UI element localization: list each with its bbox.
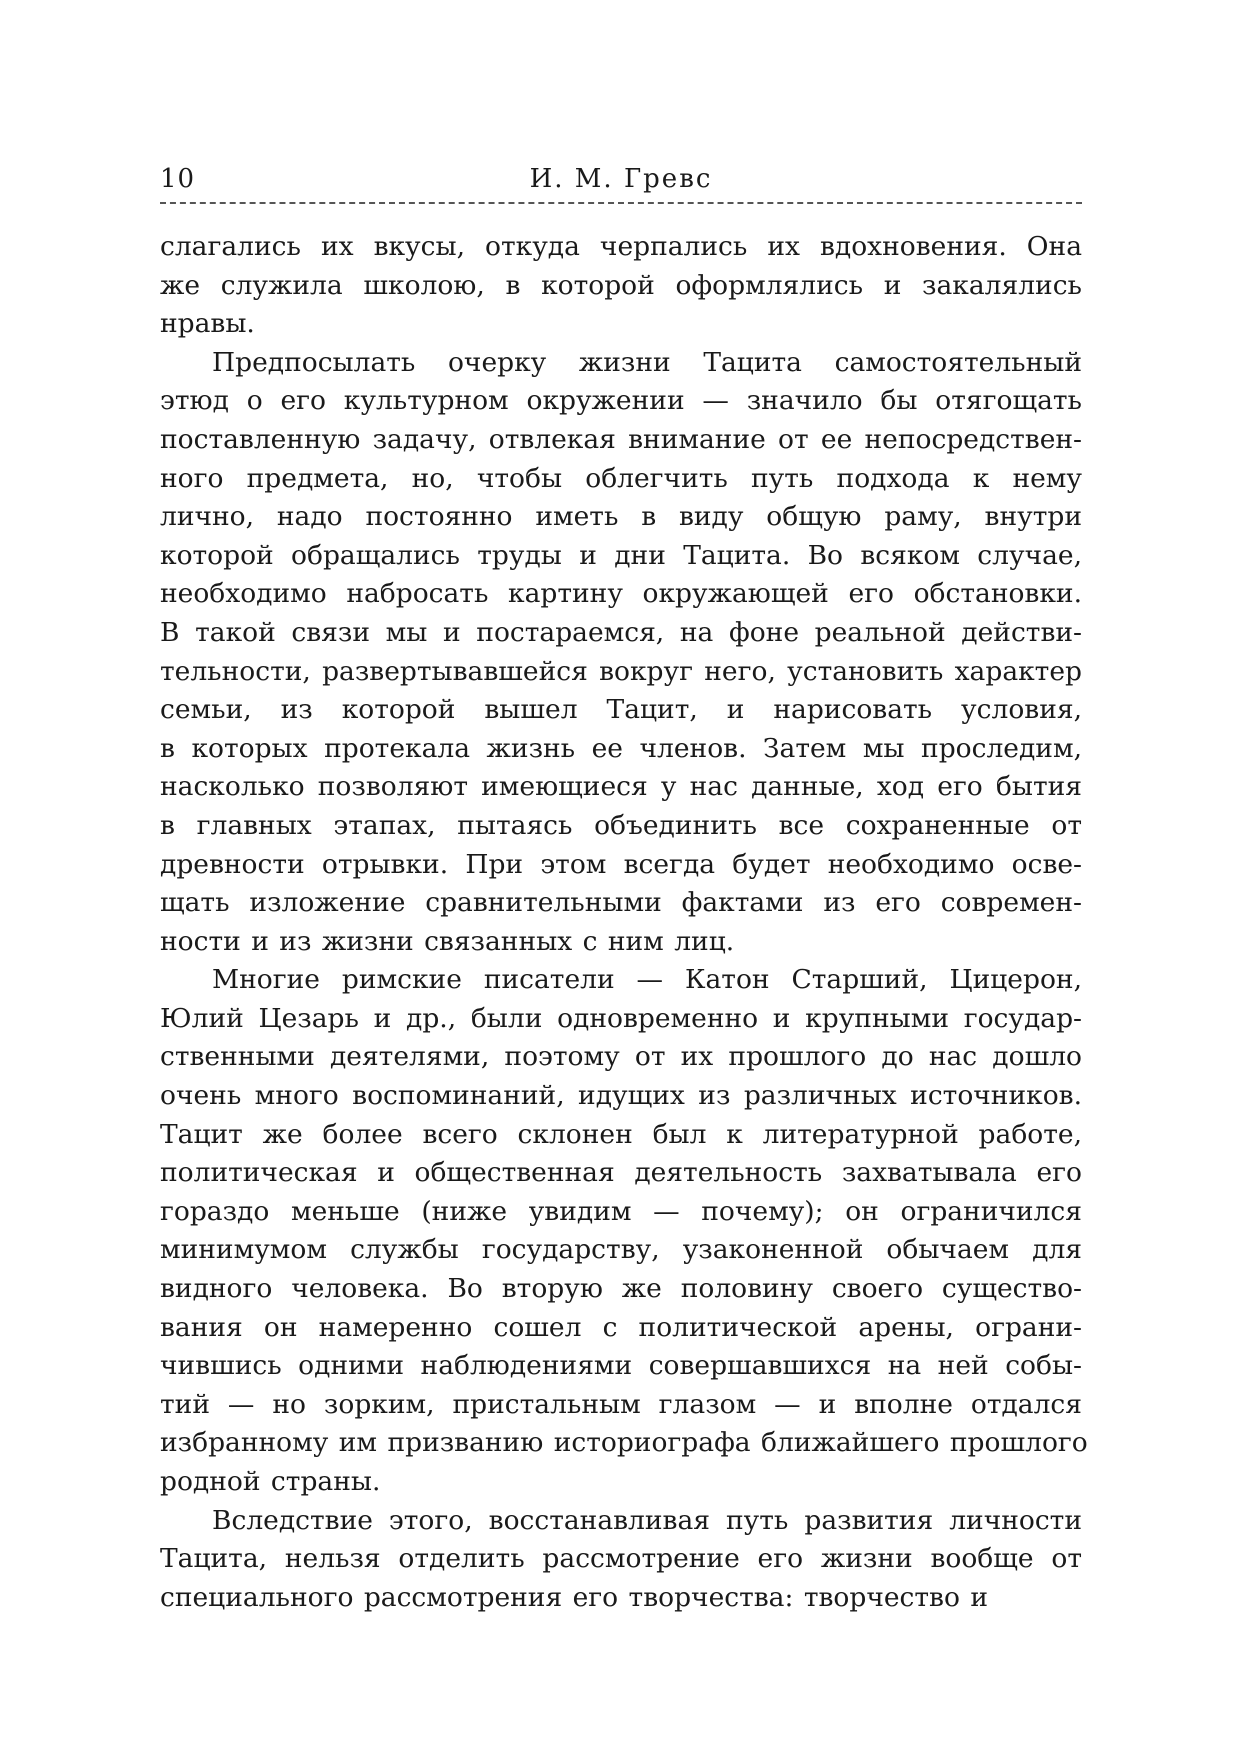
paragraph xyxy=(160,961,1088,1501)
page-number: 10 xyxy=(160,164,196,194)
text-line: чившись одними наблюдениями совершавшихся на ней собы- xyxy=(160,1350,1082,1382)
body-text xyxy=(160,228,1088,1617)
text-line: насколько позволяют имеющиеся у нас данные, ход его бытия xyxy=(160,771,1082,803)
text-line: ственными деятелями, поэтому от их прошлого до нас дошло xyxy=(160,1041,1082,1073)
text-line: в которых протекала жизнь ее членов. Затем мы проследим, xyxy=(160,732,1082,764)
text-line: видного человека. Во вторую же половину своего существо- xyxy=(160,1273,1082,1305)
text-line: Многие римские писатели — Катон Старший, Цицерон, xyxy=(212,964,1082,996)
text-line: В такой связи мы и постараемся, на фоне реальной действи- xyxy=(160,616,1082,648)
text-line: специального рассмотрения его творчества: творчество и xyxy=(160,1581,988,1613)
text-line: тельности, развертывавшейся вокруг него, установить характер xyxy=(160,655,1082,687)
text-line: Тацит же более всего склонен был к литературной работе, xyxy=(160,1118,1082,1150)
text-line: родной страны. xyxy=(160,1466,381,1497)
text-line: же служила школою, в которой оформлялись и закалялись xyxy=(160,269,1082,301)
text-line: Юлий Цезарь и др., были одновременно и крупными государ- xyxy=(160,1002,1082,1034)
text-line: ного предмета, но, чтобы облегчить путь подхода к нему xyxy=(160,462,1082,494)
text-line: Тацита, нельзя отделить рассмотрение его жизни вообще от xyxy=(160,1543,1082,1575)
text-line: в главных этапах, пытаясь объединить все сохраненные от xyxy=(160,809,1082,841)
running-title: И. М. Гревс xyxy=(529,164,713,194)
text-line: тий — но зорким, пристальным глазом — и вполне отдался xyxy=(160,1388,1082,1420)
text-line: поставленную задачу, отвлекая внимание от ее непосредствен- xyxy=(160,423,1082,455)
text-line: ности и из жизни связанных с ним лиц. xyxy=(160,925,735,957)
text-line: избранному им призванию историографа ближайшего прошлого xyxy=(160,1427,1088,1459)
text-line: вания он намеренно сошел с политической арены, ограни- xyxy=(160,1311,1082,1343)
text-line: необходимо набросать картину окружающей его обстановки. xyxy=(160,578,1082,610)
paragraph xyxy=(160,344,1082,962)
text-line: этюд о его культурном окружении — значило бы отягощать xyxy=(160,385,1082,417)
text-line: гораздо меньше (ниже увидим — почему); он ограничился xyxy=(160,1195,1082,1227)
text-line: щать изложение сравнительными фактами из его современ- xyxy=(160,887,1082,919)
text-line: очень много воспоминаний, идущих из различных источников. xyxy=(160,1080,1082,1112)
text-line: Предпосылать очерку жизни Тацита самостоятельный xyxy=(212,346,1082,378)
text-line: семьи, из которой вышел Тацит, и нарисовать условия, xyxy=(160,694,1082,726)
text-line: минимумом службы государству, узаконенной обычаем для xyxy=(160,1234,1082,1266)
text-line: древности отрывки. При этом всегда будет необходимо осве- xyxy=(160,848,1082,880)
text-line: политическая и общественная деятельность захватывала его xyxy=(160,1157,1082,1189)
text-line: Вследствие этого, восстанавливая путь развития личности xyxy=(212,1504,1082,1536)
header-rule xyxy=(160,202,1082,204)
paragraph xyxy=(160,228,1082,344)
text-line: которой обращались труды и дни Тацита. Во всяком случае, xyxy=(160,539,1082,571)
text-line: нравы. xyxy=(160,308,255,340)
paragraph xyxy=(160,1502,1082,1618)
running-head xyxy=(160,160,1082,200)
text-line: лично, надо постоянно иметь в виду общую раму, внутри xyxy=(160,501,1082,533)
text-line: слагались их вкусы, откуда черпались их вдохновения. Она xyxy=(160,231,1082,262)
